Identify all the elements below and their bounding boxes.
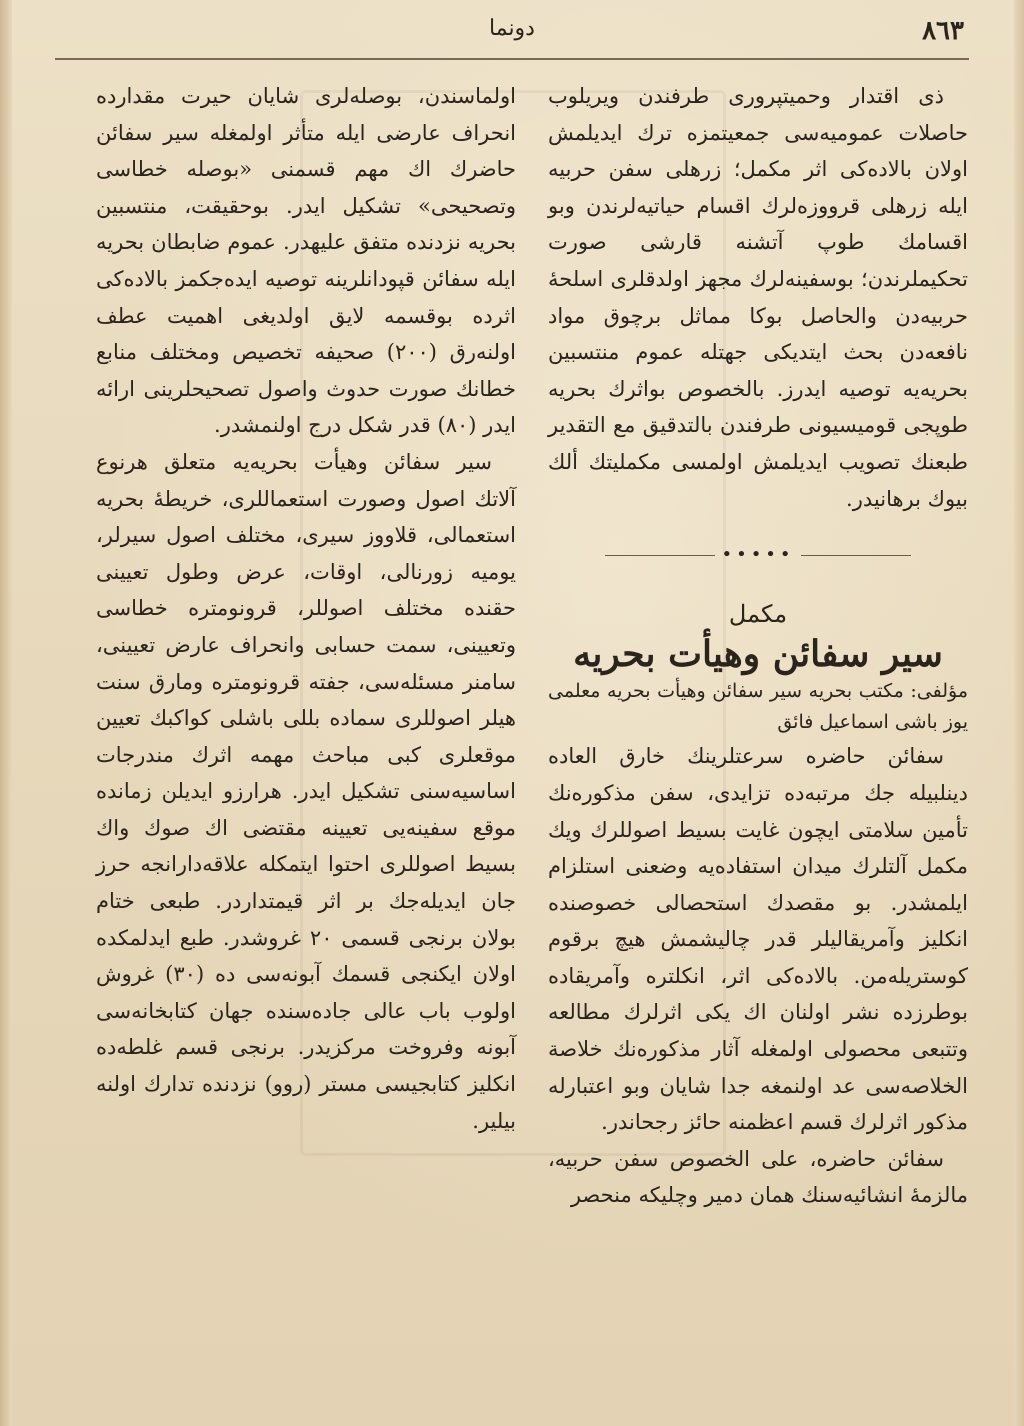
section-label: مکمل — [728, 599, 788, 628]
section-ornament — [548, 537, 968, 574]
page-number: ٨٦٣ — [922, 16, 964, 46]
right-paragraph-3: سفائن حاضره، علی الخصوص سفن حربیه، مالزمهٔ انشائیه‌سنك همان دمیر وچلیکه منحصر — [548, 1146, 968, 1208]
header-rule — [55, 58, 969, 60]
running-title: دونما — [489, 16, 535, 41]
left-paragraph-1: اولماسندن، بوصله‌لری شایان حیرت مقدارده انحراف عارضی ایله متأثر اولمغله سیر سفائن حاضرك اك مهم قسمنی «بوصله خطاسی وتصحیحی» تشکیل ایدر. بوحقیقت، منتسبین بحریه نزدنده متفق علیهدر. عموم ضابطان بحریه ایله سفائن قپودانلرینه توصیه ایده‌جکمز بالاده‌کی اثرده بوقسمه لایق اولدیغی اهمیت عطف اولنه‌رق (٢٠٠) صحیفه تخصیص ومختلف منابع خطانك صورت حدوث واصول تصحیحلرینی ارائه ایدر (٨٠) قدر شکل درج اولنمشدر. — [96, 84, 516, 438]
page-edge-right — [1014, 0, 1024, 1426]
left-column — [96, 78, 516, 1139]
right-paragraph-1: ذی اقتدار وحمیتپروری طرفندن ویریلوب حاصلات عمومیه‌سی جمعیتمزه ترك ایدیلمش اولان بالاده‌کی اثر مکمل؛ زرهلی سفن حربیه ایله زرهلی قرووزه‌لرك اقسام حیاتیه‌لرندن وبو اقسامك طوپ آتشنه قارشی صورت تحکیملرندن؛ بوسفینه‌لرك مجهز اولدقلری اسلحهٔ حربیه‌دن والحاصل بوکا مماثل برچوق مواد نافعه‌دن بحث ایتدیکی جهتله عموم منتسبین بحریه‌یه توصیه ایدرز. بالخصوص بواثرك بحریه طوپجی قومیسیونی طرفندن بالتدقیق مع التقدیر طبعنك تصویب ایدیلمش اولمسی مکملیتك ألك بیوك برهانیدر. — [548, 84, 968, 511]
right-paragraph-2: سفائن حاضره سرعتلرینك خارق العاده دینلبیله جك مرتبه‌ده تزایدی، سفن مذکوره‌نك تأمین سلامتی ایچون غایت بسیط اصوللرك ویك مکمل آلتلرك میدان استفاده‌یه وضعنی استلزام ایلمشدر. بو مقصدك استحصالی خصوصنده انکلیز وآمریقالیلر قدر چالیشمش هیچ برقوم کوستریله‌من. بالاده‌کی اثر، انکلتره وآمریقاده بوطرزده نشر اولنان اك یکی اثرلرك مطالعه وتتبعی محصولی اولمغله آثار مذکوره‌نك خلاصة الخلاصه‌سی عد اولنمغه جدا شایان وبو اعتبارله مذکور اثرلرك قسم اعظمنه حائز رجحاندر. — [548, 744, 968, 1135]
right-column — [548, 78, 968, 1214]
page-edge-left — [0, 0, 12, 1426]
section-title: سیر سفائن وهیأت بحریه — [573, 633, 943, 676]
ornament-rule-right — [801, 555, 911, 556]
ornament-stars: ••••• — [721, 544, 795, 566]
author-line: مؤلفی: مکتب بحریه سیر سفائن وهیأت بحریه معلمی یوز باشی اسماعیل فائق — [548, 680, 968, 734]
left-paragraph-2: سیر سفائن وهیأت بحریه‌یه متعلق هرنوع آلاتك اصول وصورت استعماللری، خریطهٔ بحریه استعمالی، قلاووز سیری، مختلف اصول سیرلر، یومیه زورنالی، اوقات، عرض وطول تعیینی حقنده مختلف اصوللر، قرونومتره خطاسی وتعیینی، سمت حسابی وانحراف عارض تعیینی، سامنر مسئله‌سی، جفته قرونومتره ومارق سنت هیلر اصوللری سماده بللی باشلی کواکبك تعیین موقعلری کبی مباحث مهمه اثرك مندرجات اساسیه‌سنی تشکیل ایدر. هرارزو ایدیلن زمانده موقع سفینه‌یی تعیینه مقتضی اك صوك واك بسیط اصوللری احتوا ایتمکله علاقه‌دارانجه حرز جان ایدیله‌جك بر اثر قیمتداردر. طبعی ختام بولان برنجی قسمی ٢٠ غروشدر. طبع ایدلمکده اولان ایکنجی قسمك آبونه‌سی ده (٣٠) غروش اولوب باب عالی جاده‌سنده جهان کتابخانه‌سی آبونه وفروخت مرکزیدر. برنجی قسم غلطه‌ده انکلیز کتابجیسی مستر (روو) نزدنده تدارك اولنه بیلیر. — [96, 449, 517, 1133]
page-header — [60, 12, 964, 52]
ornament-rule-left — [605, 555, 715, 556]
